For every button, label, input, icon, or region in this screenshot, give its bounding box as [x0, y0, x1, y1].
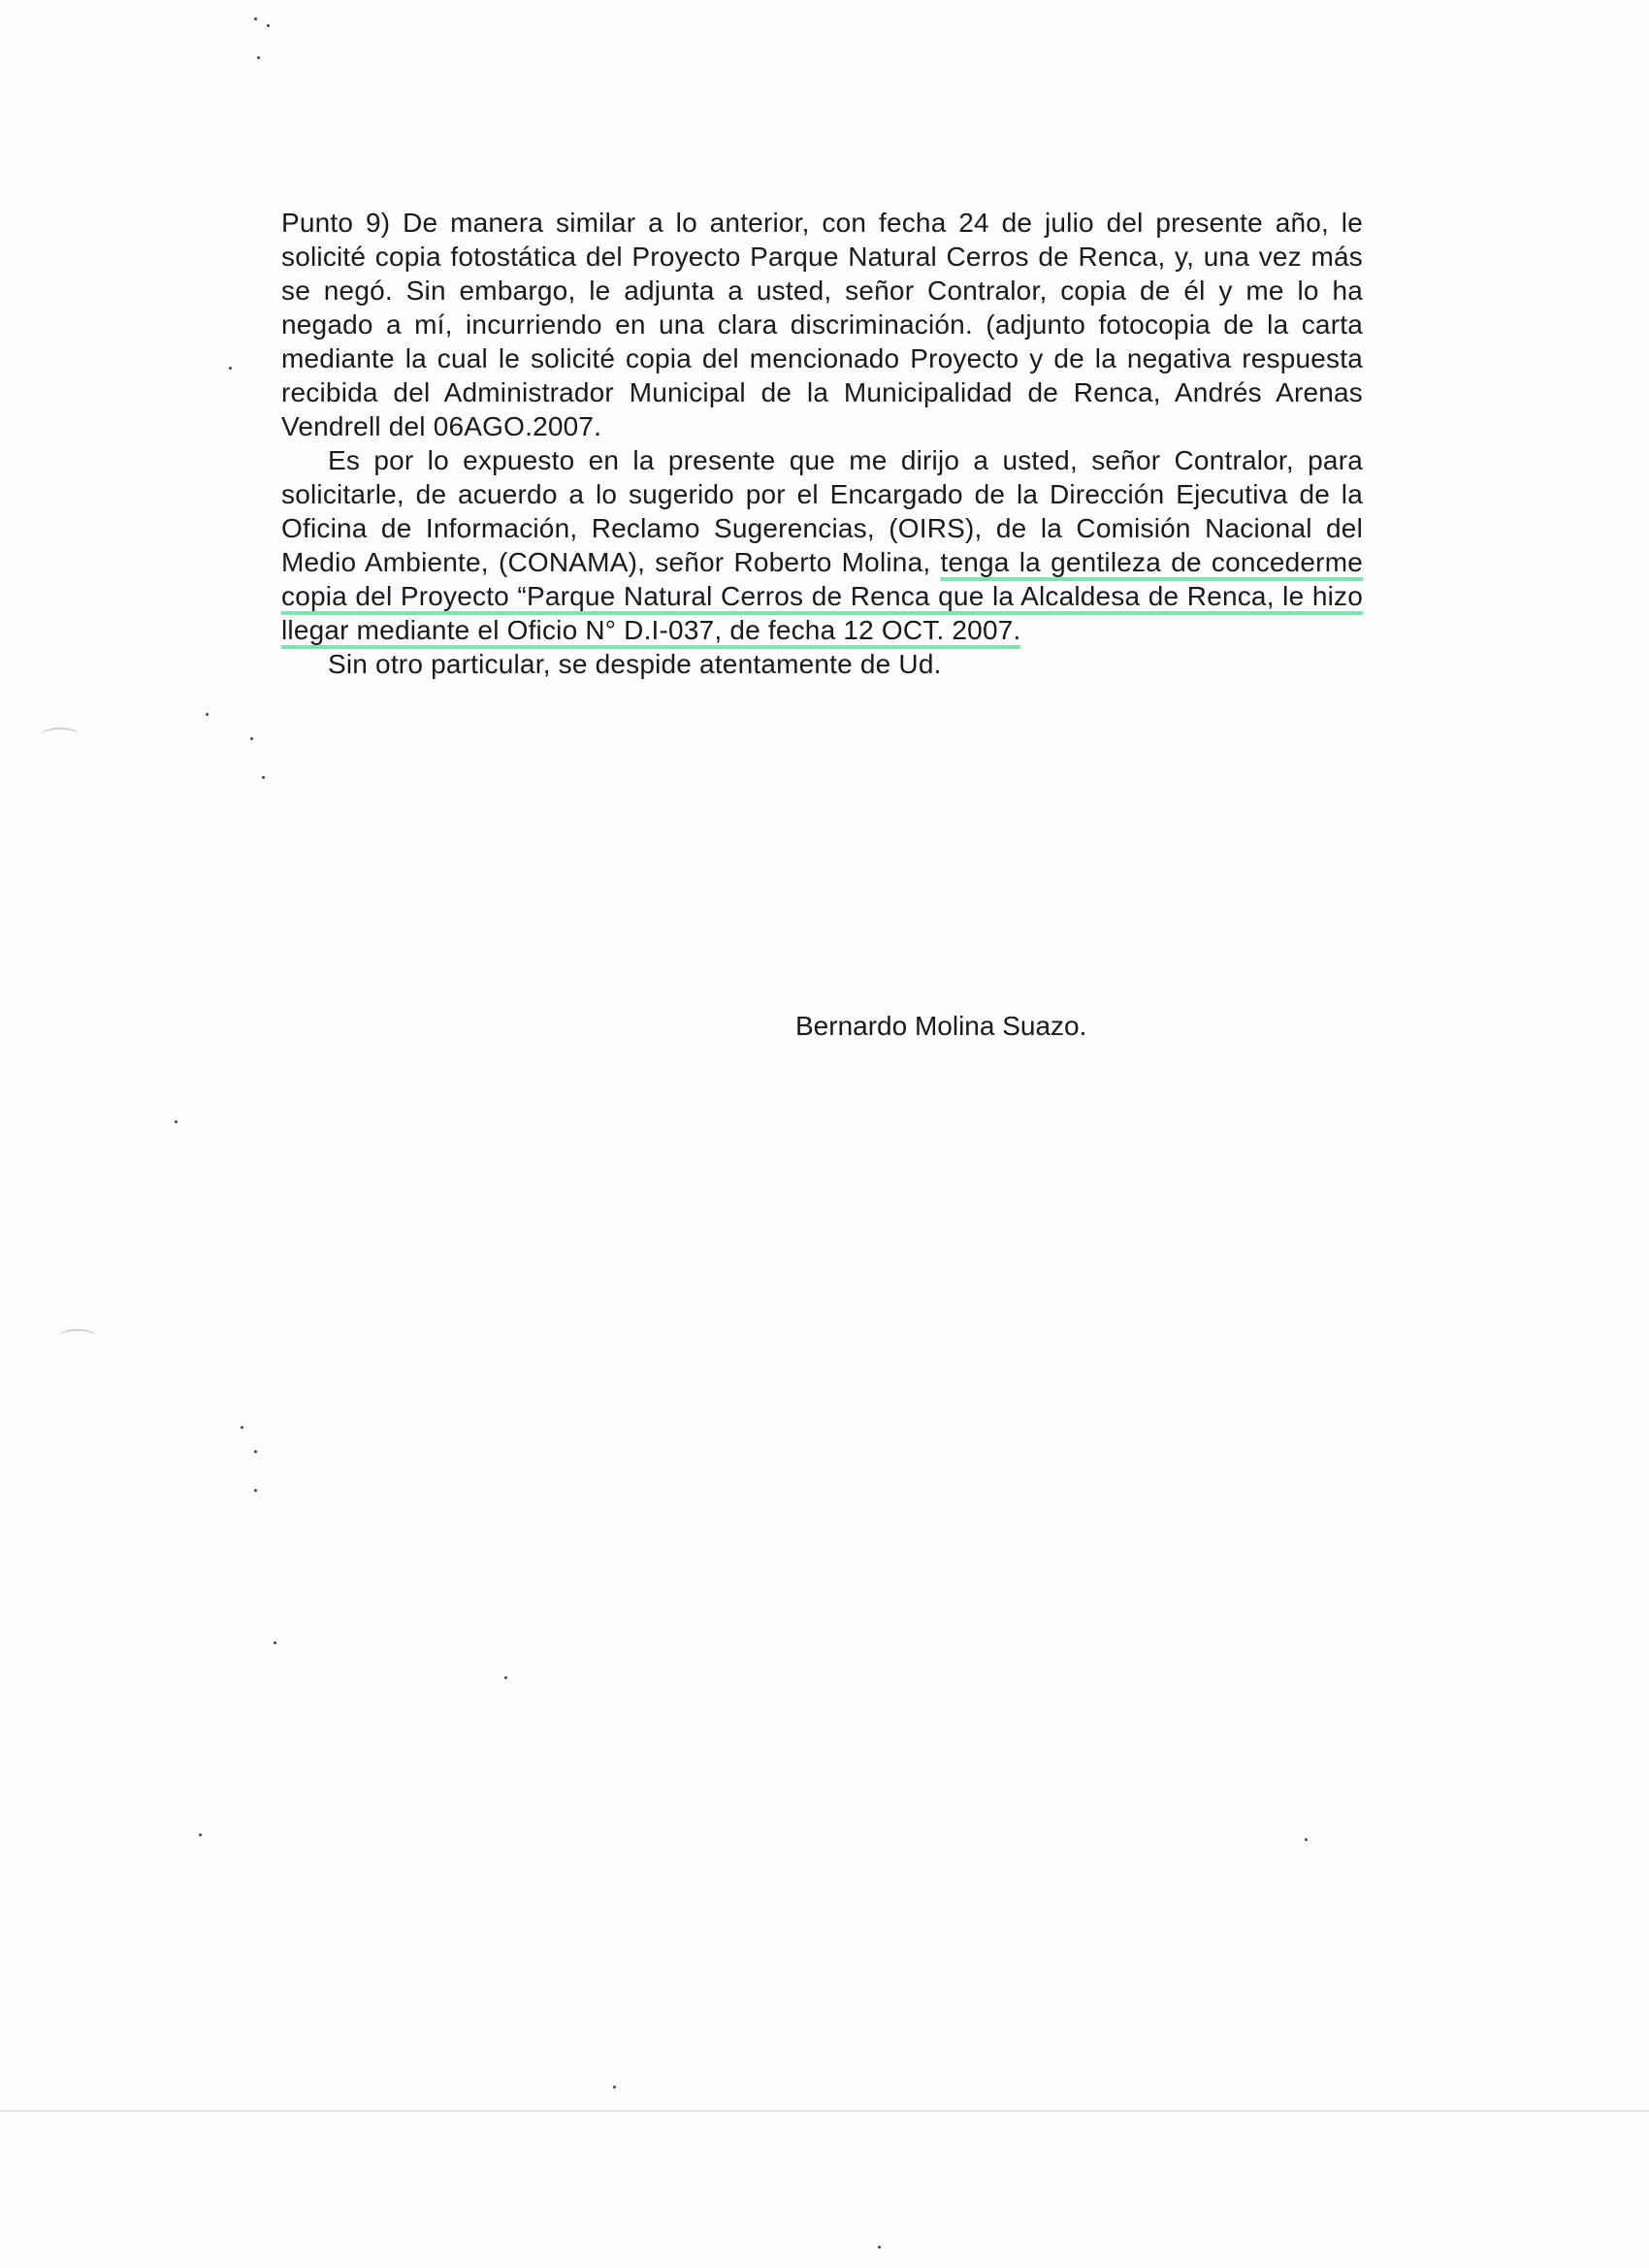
- scan-speck: [250, 737, 253, 740]
- paragraph-punto-9: Punto 9) De manera similar a lo anterior, con fecha 24 de julio del presente año, le solicité copia fotostática del Proyecto Parque Natural Cerros de Renca, y, una vez más se negó. Sin embargo, le adjunta a usted, señor Contralor, copia de él y me lo ha negado a mí, incurriendo en una clara discriminación. (adjunto fotocopia de la carta mediante la cual le solicité copia del mencionado Proyecto y de la negativa respuesta recibida del Administrador Municipal de la Municipalidad de Renca, Andrés Arenas Vendrell del 06AGO.2007.: [281, 208, 1363, 441]
- scan-speck: [175, 1120, 178, 1123]
- paragraph-request: [281, 443, 1363, 647]
- scan-speck: [257, 56, 260, 59]
- scan-speck: [504, 1676, 507, 1679]
- scan-speck: [262, 776, 265, 779]
- punch-hole-mark: [58, 1329, 97, 1345]
- closing-line: Sin otro particular, se despide atentamente de Ud.: [328, 649, 942, 679]
- paragraph-request-text: Es por lo expuesto en la presente que me dirijo a usted, señor Contralor, para solicitarle, de acuerdo a lo sugerido por el Encargado de la Dirección Ejecutiva de la Oficina de Información, Reclamo Sugerencias, (OIRS), de la Comisión Nacional del Medio Ambiente, (CONAMA), señor Roberto Molina,: [281, 445, 1363, 577]
- scan-speck: [241, 1426, 243, 1429]
- scan-speck: [878, 2246, 881, 2249]
- scan-speck: [254, 17, 257, 20]
- letter-body: [281, 206, 1363, 681]
- scan-speck: [254, 1489, 257, 1492]
- scan-speck: [274, 1641, 276, 1644]
- scan-speck: [267, 24, 270, 27]
- scan-edge-line: [0, 2110, 1649, 2112]
- scan-speck: [199, 1833, 202, 1836]
- scan-speck: [613, 2086, 616, 2089]
- punch-hole-mark: [41, 728, 80, 743]
- signature-name: Bernardo Molina Suazo.: [795, 1011, 1087, 1041]
- scan-speck: [254, 1450, 257, 1453]
- scan-speck: [1305, 1838, 1308, 1841]
- scan-speck: [206, 713, 209, 716]
- highlighted-request: tenga la gentileza de concederme copia del Proyecto “Parque Natural Cerros de Renca que la Alcaldesa de Renca, le hizo llegar mediante el Oficio N° D.I-037, de fecha 12 OCT. 2007.: [281, 547, 1364, 645]
- scan-speck: [229, 367, 232, 370]
